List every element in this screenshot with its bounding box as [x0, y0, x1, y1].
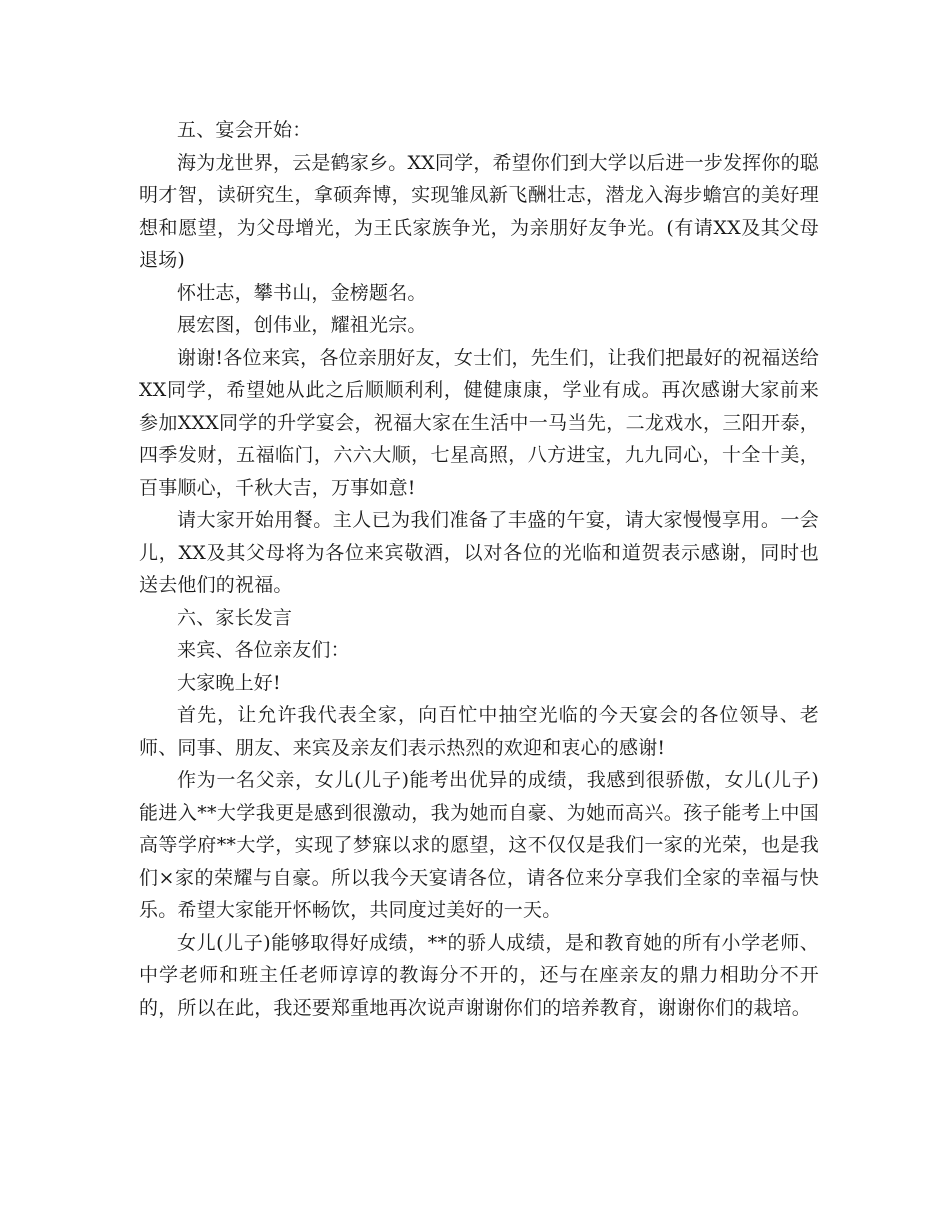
section-heading-banquet-start: 五、宴会开始： — [177, 119, 312, 141]
paragraph-father-pride: 作为一名父亲，女儿(儿子)能考出优异的成绩，我感到很骄傲，女儿(儿子)能进入**大学我更是感到很激动，我为她而自豪、为她而高兴。孩子能考上中国高等学府**大学，实现了梦寐以求的愿望，这不仅仅是我们一家的光荣，也是我们×家的荣耀与自豪。所以我今天宴请各位，请各位来分享我们全家的幸福与快乐。希望大家能开怀畅饮，共同度过美好的一天。 — [139, 769, 820, 921]
paragraph-teacher-thanks: 女儿(儿子)能够取得好成绩，**的骄人成绩，是和教育她的所有小学老师、中学老师和班主任老师谆谆的教诲分不开的，还与在座亲友的鼎力相助分不开的，所以在此，我还要郑重地再次说声谢谢你们的培养教育，谢谢你们的栽培。 — [139, 931, 819, 1019]
paragraph-couplet-line-1: 怀壮志，攀书山，金榜题名。 — [177, 281, 427, 304]
paragraph-meal-start: 请大家开始用餐。主人已为我们准备了丰盛的午宴，请大家慢慢享用。一会儿，XX及其父母将为各位来宾敬酒，以对各位的光临和道贺表示感谢，同时也送去他们的祝福。 — [139, 509, 819, 596]
paragraph-greeting: 大家晚上好! — [177, 671, 281, 694]
document-body — [139, 114, 819, 1024]
paragraph-wishes: 海为龙世界，云是鹤家乡。XX同学，希望你们到大学以后进一步发挥你的聪明才智，读研究生，拿硕奔博，实现雏凤新飞酬壮志，潜龙入海步蟾宫的美好理想和愿望，为父母增光，为王氏家族争光，为亲朋好友争光。(有请XX及其父母退场) — [139, 151, 819, 271]
paragraph-thanks: 谢谢!各位来宾，各位亲朋好友，女士们，先生们，让我们把最好的祝福送给XX同学，希望她从此之后顺顺利利，健健康康，学业有成。再次感谢大家前来参加XXX同学的升学宴会，祝福大家在生活中一马当先，二龙戏水，三阳开泰，四季发财，五福临门，六六大顺，七星高照，八方进宝，九九同心，十全十美，百事顺心，千秋大吉，万事如意! — [139, 346, 819, 499]
section-heading-parent-speech: 六、家长发言 — [177, 606, 293, 629]
paragraph-couplet-line-2: 展宏图，创伟业，耀祖光宗。 — [177, 314, 427, 336]
paragraph-salutation: 来宾、各位亲友们： — [177, 639, 350, 661]
paragraph-welcome: 首先，让允许我代表全家，向百忙中抽空光临的今天宴会的各位领导、老师、同事、朋友、来宾及亲友们表示热烈的欢迎和衷心的感谢! — [139, 704, 819, 759]
